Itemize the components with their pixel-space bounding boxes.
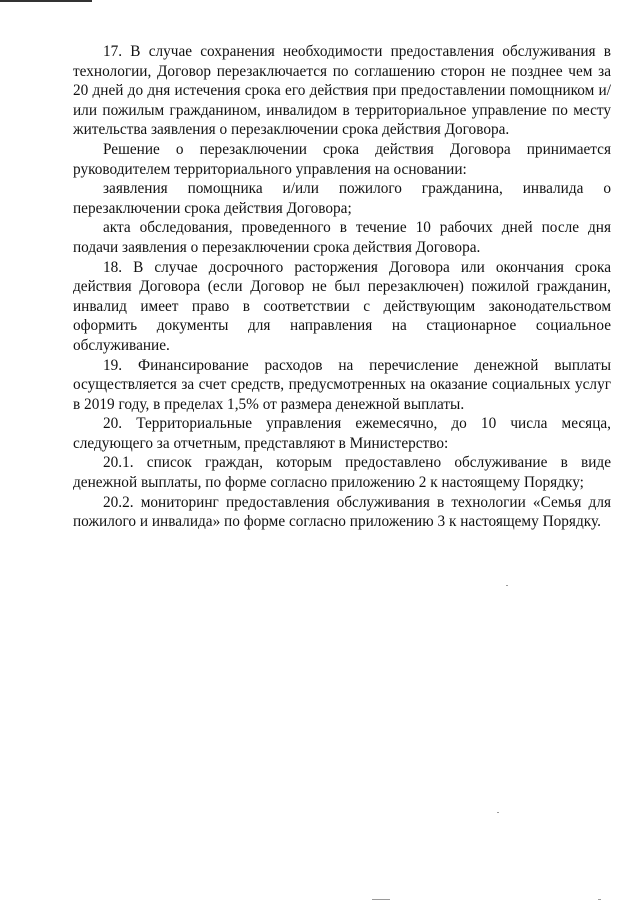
paragraph-20-2: 20.2. мониторинг предоставления обслуживания в технологии «Семья для пожилого и инвалида» по форме согласно приложению 3 к настоящему Порядку. bbox=[73, 493, 611, 531]
paragraph-18: 18. В случае досрочного расторжения Договора или окончания срока действия Договора (если Договор не был перезаключен) пожилой гражданин, инвалид имеет право в соответствии с действующим законодательством оформить документы для направления на стационарное социальное обслуживание. bbox=[73, 258, 611, 354]
paragraph-19: 19. Финансирование расходов на перечисление денежной выплаты осуществляется за счет средств, предусмотренных на оказание социальных услуг в 2019 году, в пределах 1,5% от размера денежной выплаты. bbox=[73, 356, 611, 413]
paragraph-decision: Решение о перезаключении срока действия Договора принимается руководителем территориального управления на основании: bbox=[73, 140, 611, 178]
paragraph-inspection-act: акта обследования, проведенного в течение 10 рабочих дней после дня подачи заявления о перезаключении срока действия Договора. bbox=[73, 219, 611, 256]
scan-speck bbox=[598, 899, 601, 900]
scan-speck bbox=[506, 585, 508, 586]
paragraph-20-1: 20.1. список граждан, которым предоставлено обслуживание в виде денежной выплаты, по форме согласно приложению 2 к настоящему Порядку; bbox=[73, 454, 611, 492]
paragraph-20: 20. Территориальные управления ежемесячно, до 10 числа месяца, следующего за отчетным, представляют в Министерство: bbox=[73, 415, 611, 452]
scan-speck bbox=[497, 812, 499, 813]
document-page bbox=[73, 42, 611, 532]
paragraph-application: заявления помощника и/или пожилого гражданина, инвалида о перезаключении срока действия Договора; bbox=[73, 180, 611, 217]
top-edge-rule bbox=[0, 0, 92, 2]
scan-speck bbox=[372, 899, 390, 900]
paragraph-17: 17. В случае сохранения необходимости предоставления обслуживания в технологии, Договор перезаключается по соглашению сторон не позднее чем за 20 дней до дня истечения срока его действия при предоставлении помощником и/или пожилым гражданином, инвалидом в территориальное управление по месту жительства заявления о перезаключении срока действия Договора. bbox=[73, 43, 611, 139]
